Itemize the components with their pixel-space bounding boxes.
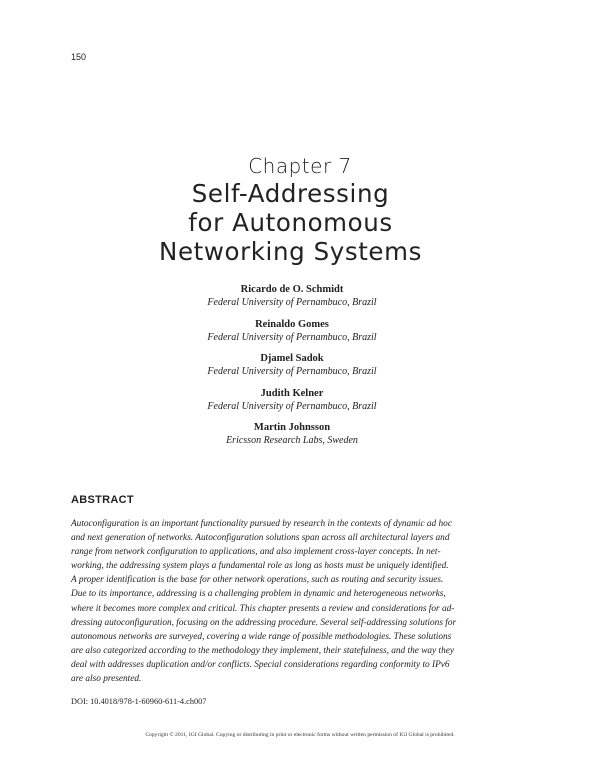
abstract-line: where it becomes more complex and critical. This chapter presents a review and considerations for ad-: [71, 603, 455, 614]
abstract-line: Due to its importance, addressing is a challenging problem in dynamic and heterogeneous networks,: [71, 589, 446, 600]
author-list: [0, 283, 584, 456]
abstract-body: [71, 517, 531, 686]
author-name: Judith Kelner: [260, 387, 324, 399]
chapter-title-line: Self-Addressing: [191, 179, 390, 208]
doi: DOI: 10.4018/978-1-60960-611-4.ch007: [71, 697, 207, 706]
chapter-title-line: Networking Systems: [159, 237, 422, 266]
chapter-title-line: for Autonomous: [188, 208, 393, 237]
author-entry: [0, 352, 584, 387]
author-entry: [0, 387, 584, 422]
abstract-line: A proper identification is the base for other network operations, such as routing and security issues.: [71, 575, 444, 586]
chapter-title: [0, 179, 581, 266]
author-name: Djamel Sadok: [260, 353, 324, 364]
abstract-heading: ABSTRACT: [71, 494, 134, 506]
abstract-line: and next generation of networks. Autoconfiguration solutions span across all architectural layers and: [71, 533, 450, 544]
author-name: Martin Johnsson: [253, 422, 331, 433]
abstract-line: Autoconfiguration is an important functionality pursued by research in the contexts of dynamic ad hoc: [71, 519, 452, 529]
author-entry: [0, 283, 584, 318]
abstract-line: range from network configuration to applications, and also implement cross-layer concepts. In net-: [71, 547, 441, 558]
author-affiliation: Federal University of Pernambuco, Brazil: [207, 297, 377, 308]
author-affiliation: Federal University of Pernambuco, Brazil: [207, 366, 377, 377]
abstract-line: dressing autoconfiguration, focusing on the addressing procedure. Several self-addressing solutions for: [71, 617, 457, 628]
abstract-line: deal with addresses duplication and/or conflicts. Special considerations regarding conformity to IPv6: [71, 659, 450, 670]
author-entry: [0, 421, 584, 456]
abstract-line: working, the addressing system plays a fundamental role as long as hosts must be uniquely identified.: [71, 561, 449, 572]
page-number: 150: [71, 52, 87, 62]
author-affiliation: Ericsson Research Labs, Sweden: [226, 435, 358, 446]
author-affiliation: Federal University of Pernambuco, Brazil: [207, 331, 377, 343]
abstract-line: are also categorized according to the methodology they implement, their statefulness, and the way they: [71, 645, 454, 656]
author-affiliation: Federal University of Pernambuco, Brazil: [207, 400, 377, 412]
abstract-line: are also presented.: [71, 674, 142, 685]
copyright-notice: Copyright © 2011, IGI Global. Copying or distributing in print or electronic forms without written permission of IGI Global is prohibited.: [145, 732, 455, 738]
author-entry: [0, 318, 584, 353]
chapter-label: Chapter 7: [248, 154, 352, 178]
abstract-line: autonomous networks are surveyed, covering a wide range of possible methodologies. These solutions: [71, 631, 452, 642]
author-name: Reinaldo Gomes: [255, 318, 329, 330]
author-name: Ricardo de O. Schmidt: [240, 284, 344, 295]
